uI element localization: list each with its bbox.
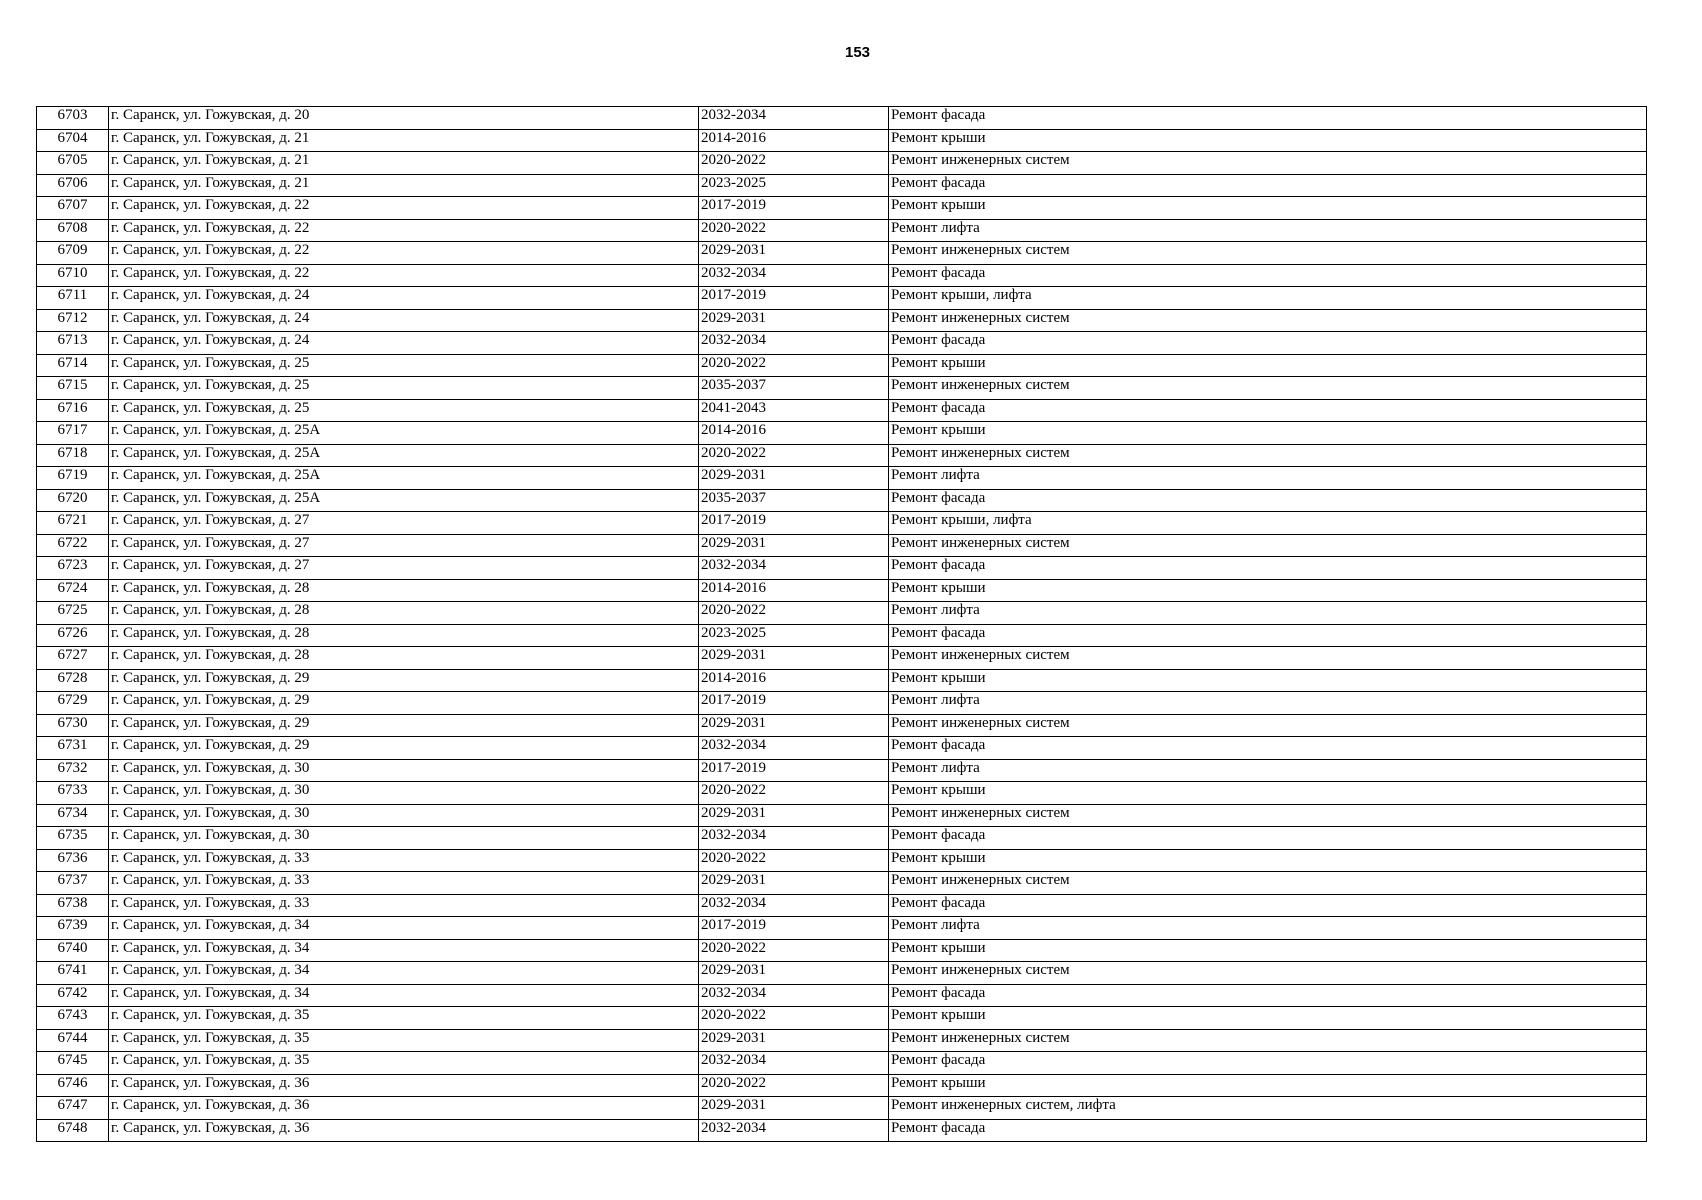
address-cell: г. Саранск, ул. Гожувская, д. 24 bbox=[109, 287, 699, 310]
row-number-cell: 6715 bbox=[37, 377, 109, 400]
period-cell: 2020-2022 bbox=[699, 939, 889, 962]
table-row bbox=[37, 1007, 1647, 1030]
table-row bbox=[37, 309, 1647, 332]
work-type-cell: Ремонт крыши bbox=[889, 669, 1647, 692]
period-cell: 2014-2016 bbox=[699, 579, 889, 602]
table-row bbox=[37, 602, 1647, 625]
work-type-cell: Ремонт лифта bbox=[889, 219, 1647, 242]
row-number-cell: 6727 bbox=[37, 647, 109, 670]
work-type-cell: Ремонт инженерных систем bbox=[889, 534, 1647, 557]
row-number-cell: 6734 bbox=[37, 804, 109, 827]
period-cell: 2023-2025 bbox=[699, 624, 889, 647]
period-cell: 2029-2031 bbox=[699, 714, 889, 737]
table-row bbox=[37, 939, 1647, 962]
row-number-cell: 6709 bbox=[37, 242, 109, 265]
period-cell: 2029-2031 bbox=[699, 242, 889, 265]
row-number-cell: 6716 bbox=[37, 399, 109, 422]
address-cell: г. Саранск, ул. Гожувская, д. 28 bbox=[109, 602, 699, 625]
work-type-cell: Ремонт фасада bbox=[889, 827, 1647, 850]
row-number-cell: 6711 bbox=[37, 287, 109, 310]
table-row bbox=[37, 804, 1647, 827]
period-cell: 2032-2034 bbox=[699, 894, 889, 917]
period-cell: 2017-2019 bbox=[699, 917, 889, 940]
work-type-cell: Ремонт фасада bbox=[889, 107, 1647, 130]
row-number-cell: 6718 bbox=[37, 444, 109, 467]
row-number-cell: 6721 bbox=[37, 512, 109, 535]
period-cell: 2032-2034 bbox=[699, 332, 889, 355]
work-type-cell: Ремонт инженерных систем bbox=[889, 714, 1647, 737]
work-type-cell: Ремонт инженерных систем bbox=[889, 377, 1647, 400]
table-row bbox=[37, 534, 1647, 557]
work-type-cell: Ремонт лифта bbox=[889, 692, 1647, 715]
table-row bbox=[37, 219, 1647, 242]
table-row bbox=[37, 107, 1647, 130]
row-number-cell: 6736 bbox=[37, 849, 109, 872]
work-type-cell: Ремонт крыши bbox=[889, 782, 1647, 805]
row-number-cell: 6741 bbox=[37, 962, 109, 985]
address-cell: г. Саранск, ул. Гожувская, д. 28 bbox=[109, 624, 699, 647]
period-cell: 2032-2034 bbox=[699, 737, 889, 760]
repair-schedule-table bbox=[36, 106, 1647, 1142]
row-number-cell: 6722 bbox=[37, 534, 109, 557]
table-row bbox=[37, 197, 1647, 220]
work-type-cell: Ремонт инженерных систем bbox=[889, 804, 1647, 827]
table-row bbox=[37, 152, 1647, 175]
period-cell: 2029-2031 bbox=[699, 647, 889, 670]
table-row bbox=[37, 467, 1647, 490]
work-type-cell: Ремонт инженерных систем bbox=[889, 309, 1647, 332]
address-cell: г. Саранск, ул. Гожувская, д. 33 bbox=[109, 894, 699, 917]
row-number-cell: 6725 bbox=[37, 602, 109, 625]
period-cell: 2035-2037 bbox=[699, 377, 889, 400]
row-number-cell: 6717 bbox=[37, 422, 109, 445]
period-cell: 2032-2034 bbox=[699, 1052, 889, 1075]
work-type-cell: Ремонт крыши bbox=[889, 354, 1647, 377]
row-number-cell: 6748 bbox=[37, 1119, 109, 1142]
address-cell: г. Саранск, ул. Гожувская, д. 28 bbox=[109, 647, 699, 670]
table-body bbox=[37, 107, 1647, 1142]
period-cell: 2032-2034 bbox=[699, 107, 889, 130]
table-row bbox=[37, 1029, 1647, 1052]
table-row bbox=[37, 264, 1647, 287]
table-row bbox=[37, 422, 1647, 445]
address-cell: г. Саранск, ул. Гожувская, д. 27 bbox=[109, 557, 699, 580]
work-type-cell: Ремонт инженерных систем bbox=[889, 242, 1647, 265]
address-cell: г. Саранск, ул. Гожувская, д. 24 bbox=[109, 309, 699, 332]
address-cell: г. Саранск, ул. Гожувская, д. 25А bbox=[109, 444, 699, 467]
period-cell: 2020-2022 bbox=[699, 152, 889, 175]
row-number-cell: 6723 bbox=[37, 557, 109, 580]
table-row bbox=[37, 759, 1647, 782]
period-cell: 2020-2022 bbox=[699, 1074, 889, 1097]
address-cell: г. Саранск, ул. Гожувская, д. 25А bbox=[109, 467, 699, 490]
table-row bbox=[37, 287, 1647, 310]
period-cell: 2020-2022 bbox=[699, 602, 889, 625]
table-row bbox=[37, 714, 1647, 737]
period-cell: 2020-2022 bbox=[699, 354, 889, 377]
table-row bbox=[37, 377, 1647, 400]
address-cell: г. Саранск, ул. Гожувская, д. 25 bbox=[109, 354, 699, 377]
work-type-cell: Ремонт крыши, лифта bbox=[889, 512, 1647, 535]
table-row bbox=[37, 624, 1647, 647]
period-cell: 2029-2031 bbox=[699, 1097, 889, 1120]
row-number-cell: 6708 bbox=[37, 219, 109, 242]
work-type-cell: Ремонт инженерных систем bbox=[889, 647, 1647, 670]
period-cell: 2020-2022 bbox=[699, 782, 889, 805]
work-type-cell: Ремонт крыши bbox=[889, 129, 1647, 152]
address-cell: г. Саранск, ул. Гожувская, д. 29 bbox=[109, 737, 699, 760]
period-cell: 2020-2022 bbox=[699, 219, 889, 242]
row-number-cell: 6728 bbox=[37, 669, 109, 692]
row-number-cell: 6742 bbox=[37, 984, 109, 1007]
period-cell: 2020-2022 bbox=[699, 444, 889, 467]
work-type-cell: Ремонт фасада bbox=[889, 557, 1647, 580]
table-row bbox=[37, 1074, 1647, 1097]
address-cell: г. Саранск, ул. Гожувская, д. 29 bbox=[109, 692, 699, 715]
row-number-cell: 6747 bbox=[37, 1097, 109, 1120]
period-cell: 2014-2016 bbox=[699, 669, 889, 692]
table-row bbox=[37, 444, 1647, 467]
address-cell: г. Саранск, ул. Гожувская, д. 29 bbox=[109, 669, 699, 692]
work-type-cell: Ремонт инженерных систем bbox=[889, 152, 1647, 175]
table-row bbox=[37, 242, 1647, 265]
row-number-cell: 6729 bbox=[37, 692, 109, 715]
table-row bbox=[37, 782, 1647, 805]
row-number-cell: 6737 bbox=[37, 872, 109, 895]
address-cell: г. Саранск, ул. Гожувская, д. 35 bbox=[109, 1052, 699, 1075]
address-cell: г. Саранск, ул. Гожувская, д. 34 bbox=[109, 962, 699, 985]
period-cell: 2029-2031 bbox=[699, 467, 889, 490]
address-cell: г. Саранск, ул. Гожувская, д. 30 bbox=[109, 804, 699, 827]
table-row bbox=[37, 332, 1647, 355]
address-cell: г. Саранск, ул. Гожувская, д. 25А bbox=[109, 422, 699, 445]
address-cell: г. Саранск, ул. Гожувская, д. 34 bbox=[109, 917, 699, 940]
table-row bbox=[37, 1097, 1647, 1120]
period-cell: 2029-2031 bbox=[699, 534, 889, 557]
row-number-cell: 6731 bbox=[37, 737, 109, 760]
address-cell: г. Саранск, ул. Гожувская, д. 27 bbox=[109, 534, 699, 557]
work-type-cell: Ремонт крыши bbox=[889, 849, 1647, 872]
row-number-cell: 6707 bbox=[37, 197, 109, 220]
row-number-cell: 6710 bbox=[37, 264, 109, 287]
address-cell: г. Саранск, ул. Гожувская, д. 25 bbox=[109, 377, 699, 400]
period-cell: 2014-2016 bbox=[699, 129, 889, 152]
table-row bbox=[37, 399, 1647, 422]
period-cell: 2014-2016 bbox=[699, 422, 889, 445]
address-cell: г. Саранск, ул. Гожувская, д. 35 bbox=[109, 1007, 699, 1030]
address-cell: г. Саранск, ул. Гожувская, д. 30 bbox=[109, 759, 699, 782]
work-type-cell: Ремонт фасада bbox=[889, 984, 1647, 1007]
work-type-cell: Ремонт фасада bbox=[889, 399, 1647, 422]
work-type-cell: Ремонт фасада bbox=[889, 624, 1647, 647]
address-cell: г. Саранск, ул. Гожувская, д. 29 bbox=[109, 714, 699, 737]
period-cell: 2017-2019 bbox=[699, 692, 889, 715]
work-type-cell: Ремонт лифта bbox=[889, 602, 1647, 625]
table-row bbox=[37, 962, 1647, 985]
work-type-cell: Ремонт крыши, лифта bbox=[889, 287, 1647, 310]
row-number-cell: 6732 bbox=[37, 759, 109, 782]
address-cell: г. Саранск, ул. Гожувская, д. 36 bbox=[109, 1097, 699, 1120]
row-number-cell: 6719 bbox=[37, 467, 109, 490]
period-cell: 2032-2034 bbox=[699, 827, 889, 850]
address-cell: г. Саранск, ул. Гожувская, д. 36 bbox=[109, 1119, 699, 1142]
row-number-cell: 6703 bbox=[37, 107, 109, 130]
table-row bbox=[37, 579, 1647, 602]
work-type-cell: Ремонт крыши bbox=[889, 1007, 1647, 1030]
period-cell: 2032-2034 bbox=[699, 1119, 889, 1142]
row-number-cell: 6712 bbox=[37, 309, 109, 332]
row-number-cell: 6738 bbox=[37, 894, 109, 917]
work-type-cell: Ремонт фасада bbox=[889, 1119, 1647, 1142]
address-cell: г. Саранск, ул. Гожувская, д. 24 bbox=[109, 332, 699, 355]
work-type-cell: Ремонт крыши bbox=[889, 939, 1647, 962]
address-cell: г. Саранск, ул. Гожувская, д. 34 bbox=[109, 984, 699, 1007]
work-type-cell: Ремонт лифта bbox=[889, 467, 1647, 490]
row-number-cell: 6739 bbox=[37, 917, 109, 940]
table-row bbox=[37, 827, 1647, 850]
work-type-cell: Ремонт инженерных систем, лифта bbox=[889, 1097, 1647, 1120]
work-type-cell: Ремонт крыши bbox=[889, 1074, 1647, 1097]
row-number-cell: 6720 bbox=[37, 489, 109, 512]
table-row bbox=[37, 1119, 1647, 1142]
work-type-cell: Ремонт крыши bbox=[889, 197, 1647, 220]
address-cell: г. Саранск, ул. Гожувская, д. 22 bbox=[109, 264, 699, 287]
period-cell: 2041-2043 bbox=[699, 399, 889, 422]
table-row bbox=[37, 512, 1647, 535]
address-cell: г. Саранск, ул. Гожувская, д. 34 bbox=[109, 939, 699, 962]
address-cell: г. Саранск, ул. Гожувская, д. 22 bbox=[109, 242, 699, 265]
address-cell: г. Саранск, ул. Гожувская, д. 36 bbox=[109, 1074, 699, 1097]
work-type-cell: Ремонт инженерных систем bbox=[889, 444, 1647, 467]
address-cell: г. Саранск, ул. Гожувская, д. 27 bbox=[109, 512, 699, 535]
table-row bbox=[37, 669, 1647, 692]
row-number-cell: 6713 bbox=[37, 332, 109, 355]
row-number-cell: 6706 bbox=[37, 174, 109, 197]
work-type-cell: Ремонт фасада bbox=[889, 264, 1647, 287]
work-type-cell: Ремонт фасада bbox=[889, 489, 1647, 512]
address-cell: г. Саранск, ул. Гожувская, д. 33 bbox=[109, 872, 699, 895]
row-number-cell: 6714 bbox=[37, 354, 109, 377]
period-cell: 2023-2025 bbox=[699, 174, 889, 197]
period-cell: 2032-2034 bbox=[699, 557, 889, 580]
period-cell: 2017-2019 bbox=[699, 197, 889, 220]
address-cell: г. Саранск, ул. Гожувская, д. 25 bbox=[109, 399, 699, 422]
work-type-cell: Ремонт крыши bbox=[889, 579, 1647, 602]
period-cell: 2017-2019 bbox=[699, 512, 889, 535]
period-cell: 2032-2034 bbox=[699, 264, 889, 287]
address-cell: г. Саранск, ул. Гожувская, д. 33 bbox=[109, 849, 699, 872]
address-cell: г. Саранск, ул. Гожувская, д. 21 bbox=[109, 174, 699, 197]
table-row bbox=[37, 129, 1647, 152]
row-number-cell: 6740 bbox=[37, 939, 109, 962]
work-type-cell: Ремонт инженерных систем bbox=[889, 1029, 1647, 1052]
address-cell: г. Саранск, ул. Гожувская, д. 22 bbox=[109, 197, 699, 220]
row-number-cell: 6730 bbox=[37, 714, 109, 737]
table-row bbox=[37, 849, 1647, 872]
address-cell: г. Саранск, ул. Гожувская, д. 28 bbox=[109, 579, 699, 602]
row-number-cell: 6735 bbox=[37, 827, 109, 850]
period-cell: 2029-2031 bbox=[699, 804, 889, 827]
work-type-cell: Ремонт фасада bbox=[889, 332, 1647, 355]
table-row bbox=[37, 174, 1647, 197]
address-cell: г. Саранск, ул. Гожувская, д. 30 bbox=[109, 827, 699, 850]
table-row bbox=[37, 489, 1647, 512]
table-row bbox=[37, 557, 1647, 580]
period-cell: 2029-2031 bbox=[699, 309, 889, 332]
period-cell: 2029-2031 bbox=[699, 962, 889, 985]
address-cell: г. Саранск, ул. Гожувская, д. 25А bbox=[109, 489, 699, 512]
work-type-cell: Ремонт крыши bbox=[889, 422, 1647, 445]
address-cell: г. Саранск, ул. Гожувская, д. 35 bbox=[109, 1029, 699, 1052]
period-cell: 2020-2022 bbox=[699, 1007, 889, 1030]
table-row bbox=[37, 647, 1647, 670]
work-type-cell: Ремонт фасада bbox=[889, 894, 1647, 917]
row-number-cell: 6743 bbox=[37, 1007, 109, 1030]
work-type-cell: Ремонт фасада bbox=[889, 1052, 1647, 1075]
table-row bbox=[37, 984, 1647, 1007]
table-row bbox=[37, 737, 1647, 760]
table-row bbox=[37, 692, 1647, 715]
row-number-cell: 6724 bbox=[37, 579, 109, 602]
table-row bbox=[37, 1052, 1647, 1075]
work-type-cell: Ремонт лифта bbox=[889, 759, 1647, 782]
period-cell: 2020-2022 bbox=[699, 849, 889, 872]
address-cell: г. Саранск, ул. Гожувская, д. 21 bbox=[109, 129, 699, 152]
row-number-cell: 6746 bbox=[37, 1074, 109, 1097]
address-cell: г. Саранск, ул. Гожувская, д. 22 bbox=[109, 219, 699, 242]
work-type-cell: Ремонт фасада bbox=[889, 174, 1647, 197]
row-number-cell: 6744 bbox=[37, 1029, 109, 1052]
work-type-cell: Ремонт инженерных систем bbox=[889, 872, 1647, 895]
period-cell: 2017-2019 bbox=[699, 287, 889, 310]
table-row bbox=[37, 917, 1647, 940]
address-cell: г. Саранск, ул. Гожувская, д. 30 bbox=[109, 782, 699, 805]
page-number: 153 bbox=[844, 44, 871, 61]
address-cell: г. Саранск, ул. Гожувская, д. 20 bbox=[109, 107, 699, 130]
table-row bbox=[37, 354, 1647, 377]
row-number-cell: 6745 bbox=[37, 1052, 109, 1075]
row-number-cell: 6704 bbox=[37, 129, 109, 152]
work-type-cell: Ремонт лифта bbox=[889, 917, 1647, 940]
period-cell: 2029-2031 bbox=[699, 872, 889, 895]
work-type-cell: Ремонт фасада bbox=[889, 737, 1647, 760]
table-row bbox=[37, 872, 1647, 895]
work-type-cell: Ремонт инженерных систем bbox=[889, 962, 1647, 985]
row-number-cell: 6726 bbox=[37, 624, 109, 647]
period-cell: 2032-2034 bbox=[699, 984, 889, 1007]
period-cell: 2029-2031 bbox=[699, 1029, 889, 1052]
address-cell: г. Саранск, ул. Гожувская, д. 21 bbox=[109, 152, 699, 175]
row-number-cell: 6705 bbox=[37, 152, 109, 175]
table-row bbox=[37, 894, 1647, 917]
period-cell: 2035-2037 bbox=[699, 489, 889, 512]
period-cell: 2017-2019 bbox=[699, 759, 889, 782]
row-number-cell: 6733 bbox=[37, 782, 109, 805]
